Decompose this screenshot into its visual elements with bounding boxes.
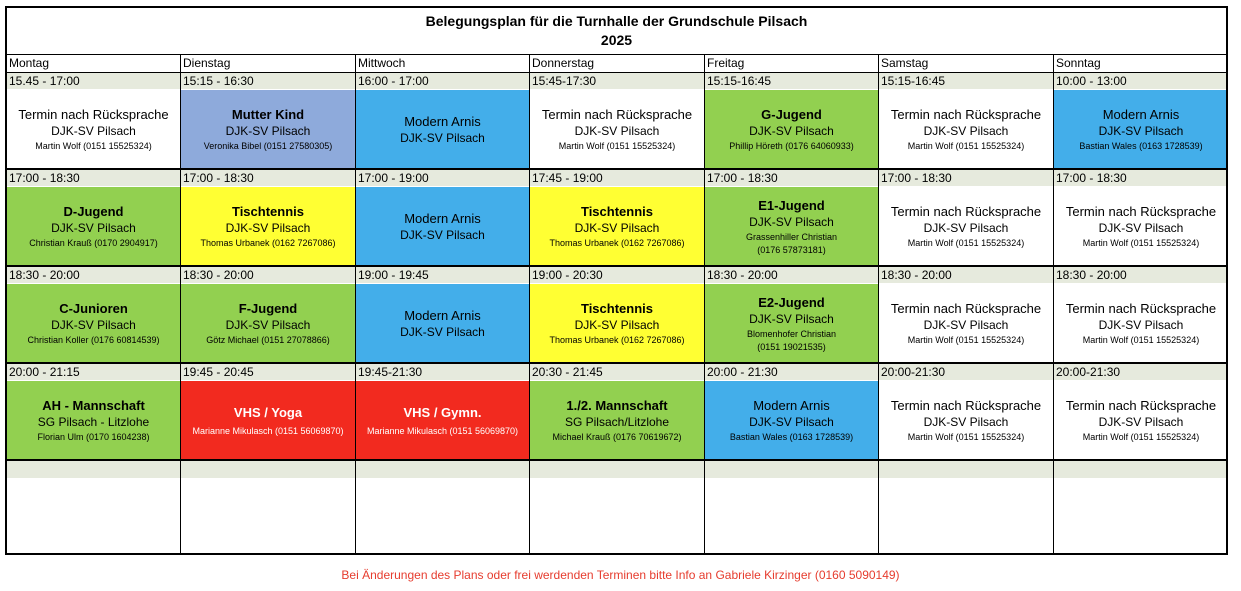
slot-title: Mutter Kind [231,107,305,122]
slot-cell[interactable] [181,267,356,364]
slot-title: Modern Arnis [404,113,481,129]
empty-slot-body [879,479,1053,555]
slot-contact: Martin Wolf (0151 15525324) [558,141,676,151]
slot-cell[interactable] [356,364,530,461]
slot-body [356,381,529,460]
slot-row [7,170,1226,267]
slot-club: DJK-SV Pilsach [923,318,1009,332]
slot-contact: Martin Wolf (0151 15525324) [1082,335,1200,345]
slot-time: 20:00-21:30 [1054,364,1228,381]
slot-row [7,364,1226,461]
slot-contact: Martin Wolf (0151 15525324) [907,335,1025,345]
slot-club: DJK-SV Pilsach [400,227,485,242]
slot-time: 17:00 - 18:30 [705,170,878,187]
slot-title: VHS / Gymn. [403,404,482,420]
day-header-2: Mittwoch [356,55,530,73]
slot-body [7,90,180,169]
slot-title: Modern Arnis [1102,107,1180,122]
slot-club: DJK-SV Pilsach [1098,124,1184,138]
slot-time: 20:30 - 21:45 [530,364,704,381]
slot-title: Modern Arnis [404,307,481,323]
slot-body [181,90,355,169]
slot-club: DJK-SV Pilsach [225,221,311,235]
slot-club: DJK-SV Pilsach [749,311,834,326]
empty-slot-body [7,479,180,555]
slot-time: 19:00 - 20:30 [530,267,704,284]
slot-contact: Florian Ulm (0170 1604238) [37,432,150,442]
schedule-sheet [5,6,1228,555]
slot-cell[interactable] [530,364,705,461]
empty-slot-body [530,479,704,555]
slot-cell[interactable] [530,73,705,170]
slot-time: 15:15-16:45 [879,73,1053,90]
slot-title: E2-Jugend [758,294,825,310]
slot-body [356,90,529,169]
slot-contact: Christian Koller (0176 60814539) [27,335,160,345]
slot-body [705,381,878,460]
slot-cell[interactable] [879,73,1054,170]
slot-body [7,381,180,460]
slot-contact-phone: (0176 57873181) [757,244,826,255]
slot-title: C-Junioren [59,301,128,316]
slot-cell[interactable] [705,170,879,267]
slot-title: Termin nach Rücksprache [890,107,1042,122]
slot-time: 18:30 - 20:00 [181,267,355,284]
slot-club: DJK-SV Pilsach [1098,318,1184,332]
slot-body [879,381,1053,460]
day-header-0: Montag [7,55,181,73]
title-line-1: Belegungsplan für die Turnhalle der Grundschule Pilsach [425,13,808,29]
slot-body [181,381,355,460]
slot-cell[interactable] [1054,364,1228,461]
footer-note: Bei Änderungen des Plans oder frei werdenden Terminen bitte Info an Gabriele Kirzinger (0160 5090149) [341,568,900,582]
title-year: 2025 [600,32,633,48]
slot-body [879,187,1053,266]
slot-time: 20:00 - 21:30 [705,364,878,381]
slot-contact: Veronika Bibel (0151 27580305) [203,141,333,151]
slot-time: 19:00 - 19:45 [356,267,529,284]
slot-title: Tischtennis [231,204,304,219]
empty-slot-body [1054,479,1228,555]
slot-cell[interactable] [1054,170,1228,267]
slot-club: DJK-SV Pilsach [400,130,485,145]
empty-slot-time [7,461,180,479]
slot-cell[interactable] [181,170,356,267]
slot-title: E1-Jugend [758,197,825,213]
slot-body [530,284,704,363]
slot-club: DJK-SV Pilsach [749,124,834,138]
slot-time: 17:00 - 18:30 [1054,170,1228,187]
slot-contact: Grassenhiller Christian [745,231,838,242]
slot-title: 1./2. Mannschaft [566,398,668,413]
schedule-title [7,8,1226,55]
slot-contact: Martin Wolf (0151 15525324) [1082,238,1200,248]
slot-club: DJK-SV Pilsach [574,318,660,332]
slot-cell[interactable] [705,73,879,170]
slot-title: VHS / Yoga [233,404,303,420]
slot-club: DJK-SV Pilsach [923,221,1009,235]
slot-title: Termin nach Rücksprache [890,301,1042,316]
slot-club: DJK-SV Pilsach [749,214,834,229]
slot-title: Termin nach Rücksprache [890,204,1042,219]
slot-contact: Martin Wolf (0151 15525324) [35,141,152,151]
empty-slot-cell[interactable] [7,461,181,555]
slot-club: DJK-SV Pilsach [51,221,136,235]
slot-body [879,90,1053,169]
slot-cell[interactable] [7,73,181,170]
slot-cell[interactable] [7,170,181,267]
slot-title: F-Jugend [238,301,298,316]
slot-contact: Bastian Wales (0163 1728539) [1079,141,1203,151]
day-header-3: Donnerstag [530,55,705,73]
slot-contact: Thomas Urbanek (0162 7267086) [549,335,685,345]
slot-title: Tischtennis [580,204,653,219]
slot-body [1054,284,1228,363]
slot-club: DJK-SV Pilsach [400,324,485,339]
slot-body [879,284,1053,363]
slot-contact: Phillip Höreth (0176 64060933) [729,141,854,151]
slot-time: 18:30 - 20:00 [1054,267,1228,284]
slot-cell[interactable] [705,267,879,364]
slot-contact: Martin Wolf (0151 15525324) [907,238,1025,248]
slot-cell[interactable] [356,73,530,170]
slot-time: 18:30 - 20:00 [7,267,180,284]
slot-cell[interactable] [181,364,356,461]
slot-title: Modern Arnis [404,210,481,226]
slot-row [7,73,1226,170]
empty-slot-time [705,461,878,479]
empty-slot-time [181,461,355,479]
slot-cell[interactable] [1054,73,1228,170]
slot-cell[interactable] [879,364,1054,461]
day-header-1: Dienstag [181,55,356,73]
empty-slot-cell[interactable] [181,461,356,555]
slot-contact: Thomas Urbanek (0162 7267086) [549,238,685,248]
slot-title: AH - Mannschaft [42,398,145,413]
slot-cell[interactable] [7,364,181,461]
slot-title: Termin nach Rücksprache [890,398,1042,413]
slot-club: DJK-SV Pilsach [574,124,660,138]
slot-contact: Marianne Mikulasch (0151 56069870) [366,425,519,436]
slot-time: 10:00 - 13:00 [1054,73,1228,90]
slot-club: DJK-SV Pilsach [1098,415,1184,429]
slot-cell[interactable] [879,267,1054,364]
slot-cell[interactable] [356,267,530,364]
day-header-4: Freitag [705,55,879,73]
slot-time: 16:00 - 17:00 [356,73,529,90]
empty-slot-time [530,461,704,479]
slot-cell[interactable] [530,170,705,267]
slot-cell[interactable] [181,73,356,170]
slot-contact: Blomenhofer Christian [746,328,837,339]
empty-slot-body [356,479,529,555]
day-header-row [7,55,1226,73]
empty-slot-cell[interactable] [879,461,1054,555]
slot-club: DJK-SV Pilsach [923,415,1009,429]
slot-time: 17:45 - 19:00 [530,170,704,187]
slot-body [1054,381,1228,460]
slot-time: 15:15-16:45 [705,73,878,90]
slot-body [181,187,355,266]
slot-cell[interactable] [530,267,705,364]
slot-title: Termin nach Rücksprache [541,107,693,122]
slot-contact: Martin Wolf (0151 15525324) [907,432,1025,442]
slot-body [705,90,878,169]
slot-contact: Michael Krauß (0176 70619672) [552,432,682,442]
slot-time: 17:00 - 18:30 [879,170,1053,187]
slot-club: DJK-SV Pilsach [51,124,136,138]
slot-body [356,187,529,266]
slot-title: Tischtennis [580,301,653,316]
slot-body [1054,187,1228,266]
empty-slot-cell[interactable] [530,461,705,555]
slot-contact: Martin Wolf (0151 15525324) [1082,432,1200,442]
slot-club: DJK-SV Pilsach [225,318,311,332]
slot-body [181,284,355,363]
slot-time: 17:00 - 18:30 [181,170,355,187]
empty-slot-cell[interactable] [705,461,879,555]
slot-time: 20:00 - 21:15 [7,364,180,381]
slot-cell[interactable] [356,170,530,267]
slot-contact: Christian Krauß (0170 2904917) [29,238,158,248]
day-header-5: Samstag [879,55,1054,73]
slot-title: G-Jugend [761,107,822,122]
empty-slot-body [705,479,878,555]
slot-contact: Götz Michael (0151 27078866) [206,335,330,345]
slot-title: D-Jugend [63,204,124,219]
slot-club: DJK-SV Pilsach [574,221,660,235]
slot-time: 20:00-21:30 [879,364,1053,381]
slot-time: 19:45-21:30 [356,364,529,381]
slot-title: Modern Arnis [753,398,830,413]
slot-body [530,187,704,266]
slot-time: 15:45-17:30 [530,73,704,90]
slot-time: 17:00 - 18:30 [7,170,180,187]
slot-club: DJK-SV Pilsach [51,318,136,332]
slot-cell[interactable] [1054,267,1228,364]
slot-time: 18:30 - 20:00 [705,267,878,284]
empty-slot-cell[interactable] [1054,461,1228,555]
empty-slot-time [879,461,1053,479]
slot-club: DJK-SV Pilsach [923,124,1009,138]
slot-time: 15:15 - 16:30 [181,73,355,90]
slot-time: 17:00 - 19:00 [356,170,529,187]
slot-body [7,187,180,266]
slot-club: SG Pilsach - Litzlohe [37,415,150,429]
slot-contact: Thomas Urbanek (0162 7267086) [200,238,336,248]
empty-slot-time [356,461,529,479]
slot-title: Termin nach Rücksprache [1065,301,1217,316]
slot-contact: Marianne Mikulasch (0151 56069870) [192,425,344,436]
slot-cell[interactable] [705,364,879,461]
slot-title: Termin nach Rücksprache [1065,398,1217,413]
slot-time: 19:45 - 20:45 [181,364,355,381]
slot-contact: Bastian Wales (0163 1728539) [729,432,854,442]
slot-cell[interactable] [879,170,1054,267]
slot-body [7,284,180,363]
slot-time: 15.45 - 17:00 [7,73,180,90]
slot-time: 18:30 - 20:00 [879,267,1053,284]
slot-club: DJK-SV Pilsach [225,124,311,138]
empty-slot-cell[interactable] [356,461,530,555]
slot-body [705,284,878,363]
slot-body [1054,90,1228,169]
slot-body [530,381,704,460]
slot-row [7,267,1226,364]
slot-body [705,187,878,266]
slot-cell[interactable] [7,267,181,364]
slot-club: DJK-SV Pilsach [1098,221,1184,235]
day-header-6: Sonntag [1054,55,1228,73]
empty-row [7,461,1226,555]
slot-title: Termin nach Rücksprache [1065,204,1217,219]
empty-slot-body [181,479,355,555]
slot-title: Termin nach Rücksprache [18,107,169,122]
slot-body [356,284,529,363]
slot-body [530,90,704,169]
slot-contact-phone: (0151 19021535) [757,341,826,352]
empty-slot-time [1054,461,1228,479]
slot-rows [7,73,1226,461]
slot-club: SG Pilsach/Litzlohe [564,415,670,429]
slot-contact: Martin Wolf (0151 15525324) [907,141,1025,151]
slot-club: DJK-SV Pilsach [749,415,834,429]
